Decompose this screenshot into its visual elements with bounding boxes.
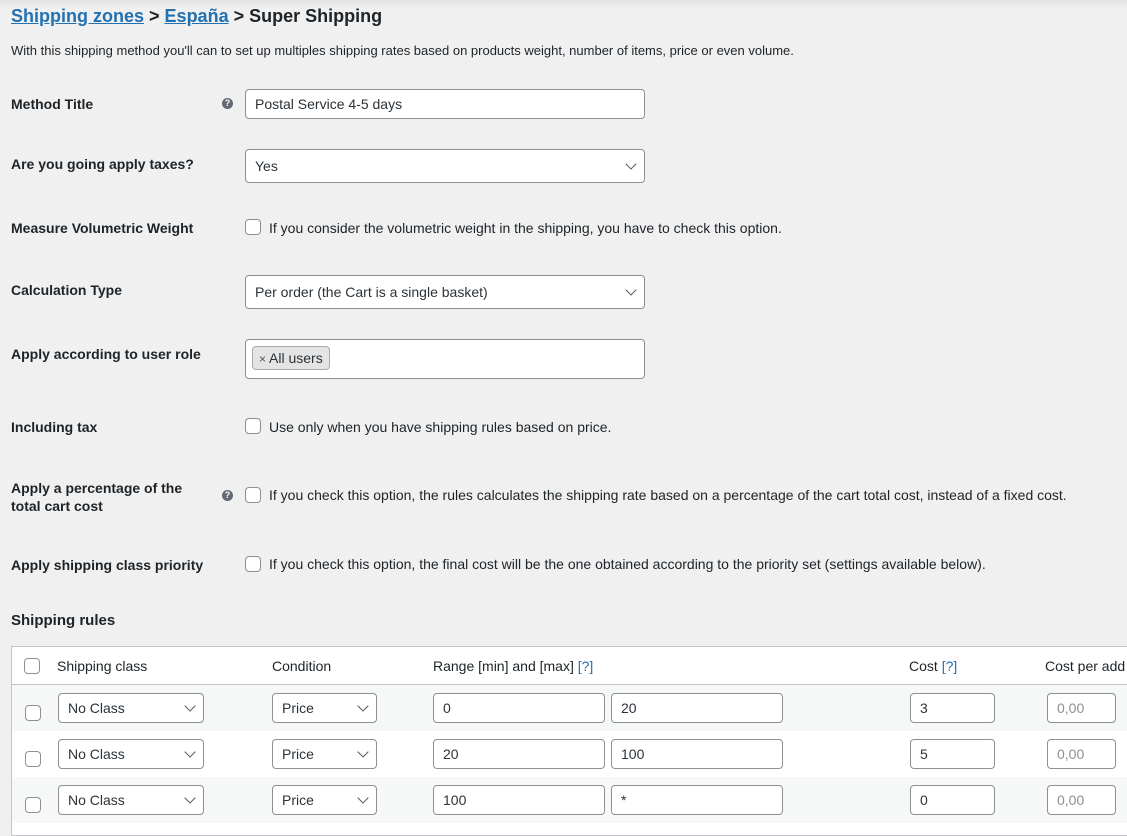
condition-value: Price: [282, 700, 314, 716]
condition-select[interactable]: [272, 785, 377, 815]
shipping-class-select[interactable]: [58, 785, 204, 815]
breadcrumb-current: Super Shipping: [249, 6, 383, 26]
shipping-class-value: No Class: [68, 700, 125, 716]
chevron-down-icon: [357, 700, 368, 711]
calculation-type-value: Per order (the Cart is a single basket): [255, 284, 488, 300]
calculation-type-label: Calculation Type: [11, 282, 122, 298]
table-row: [12, 777, 1127, 823]
cost-input[interactable]: 5: [910, 739, 995, 769]
breadcrumb-shipping-zones-link[interactable]: Shipping zones: [11, 6, 144, 26]
class-priority-text: If you check this option, the final cost will be the one obtained according to the priority set (settings available below).: [269, 556, 986, 572]
condition-value: Price: [282, 792, 314, 808]
method-title-label: Method Title: [11, 96, 94, 112]
percentage-checkbox[interactable]: [245, 487, 261, 503]
breadcrumb: [11, 5, 382, 27]
row-checkbox[interactable]: [25, 751, 41, 767]
method-title-input[interactable]: Postal Service 4-5 days: [245, 89, 645, 119]
cost-input[interactable]: 3: [910, 693, 995, 723]
condition-select[interactable]: [272, 739, 377, 769]
range-max-input[interactable]: 100: [611, 739, 783, 769]
remove-tag-icon[interactable]: ×: [259, 352, 267, 366]
range-max-input[interactable]: 20: [611, 693, 783, 723]
apply-taxes-select[interactable]: [245, 149, 645, 183]
cost-per-add-input[interactable]: 0,00: [1047, 785, 1116, 815]
shipping-class-value: No Class: [68, 792, 125, 808]
range-min-input[interactable]: 100: [433, 785, 605, 815]
header-condition: Condition: [272, 658, 332, 674]
shipping-rules-table: [11, 646, 1127, 836]
shipping-rules-title: Shipping rules: [11, 612, 116, 629]
percentage-text: If you check this option, the rules calculates the shipping rate based on a percentage of the cart total cost, instead of a fixed cost.: [269, 487, 1067, 503]
range-min-input[interactable]: 0: [433, 693, 605, 723]
header-cost: [909, 658, 957, 674]
header-range: [433, 658, 593, 674]
shipping-class-value: No Class: [68, 746, 125, 762]
cost-per-add-input[interactable]: 0,00: [1047, 693, 1116, 723]
range-max-input[interactable]: *: [611, 785, 783, 815]
row-checkbox[interactable]: [25, 797, 41, 813]
header-cost-label: Cost: [909, 658, 938, 674]
chevron-down-icon: [357, 746, 368, 757]
chevron-down-icon: [625, 284, 636, 295]
shipping-class-select[interactable]: [58, 693, 204, 723]
table-row: [12, 731, 1127, 777]
including-tax-label: Including tax: [11, 419, 98, 435]
including-tax-checkbox[interactable]: [245, 418, 261, 434]
class-priority-checkbox[interactable]: [245, 556, 261, 572]
chevron-down-icon: [184, 746, 195, 757]
user-role-label: Apply according to user role: [11, 346, 201, 362]
table-header: [12, 647, 1127, 685]
user-role-tag: [252, 346, 330, 370]
chevron-down-icon: [184, 792, 195, 803]
breadcrumb-separator: >: [149, 6, 160, 26]
cost-help-link[interactable]: [?]: [941, 658, 958, 674]
percentage-label-line1: Apply a percentage of the: [11, 480, 183, 496]
condition-select[interactable]: [272, 693, 377, 723]
chevron-down-icon: [357, 792, 368, 803]
table-row: [12, 685, 1127, 731]
volumetric-weight-label: Measure Volumetric Weight: [11, 220, 194, 236]
calculation-type-select[interactable]: [245, 275, 645, 309]
including-tax-text: Use only when you have shipping rules based on price.: [269, 419, 612, 435]
row-checkbox[interactable]: [25, 705, 41, 721]
user-role-multiselect[interactable]: [245, 339, 645, 379]
chevron-down-icon: [625, 158, 636, 169]
breadcrumb-separator: >: [233, 6, 245, 26]
breadcrumb-zone-link[interactable]: España: [164, 6, 229, 26]
chevron-down-icon: [184, 700, 195, 711]
percentage-label-line2: total cart cost: [11, 498, 103, 514]
help-icon[interactable]: ?: [222, 98, 233, 109]
cost-input[interactable]: 0: [910, 785, 995, 815]
help-icon[interactable]: ?: [222, 490, 233, 501]
volumetric-weight-text: If you consider the volumetric weight in the shipping, you have to check this option.: [269, 220, 782, 236]
header-range-label: Range [min] and [max]: [433, 658, 574, 674]
apply-taxes-value: Yes: [255, 158, 278, 174]
select-all-checkbox[interactable]: [24, 658, 40, 674]
header-cost-per-add: Cost per add: [1045, 658, 1126, 674]
user-role-tag-label: All users: [269, 350, 323, 366]
class-priority-label: Apply shipping class priority: [11, 557, 204, 573]
apply-taxes-label: Are you going apply taxes?: [11, 156, 194, 172]
range-min-input[interactable]: 20: [433, 739, 605, 769]
condition-value: Price: [282, 746, 314, 762]
cost-per-add-input[interactable]: 0,00: [1047, 739, 1116, 769]
header-shipping-class: Shipping class: [57, 658, 148, 674]
shipping-class-select[interactable]: [58, 739, 204, 769]
method-description: With this shipping method you'll can to set up multiples shipping rates based on products weight, number of items, price or even volume.: [11, 43, 794, 58]
range-help-link[interactable]: [?]: [577, 658, 594, 674]
volumetric-weight-checkbox[interactable]: [245, 219, 261, 235]
